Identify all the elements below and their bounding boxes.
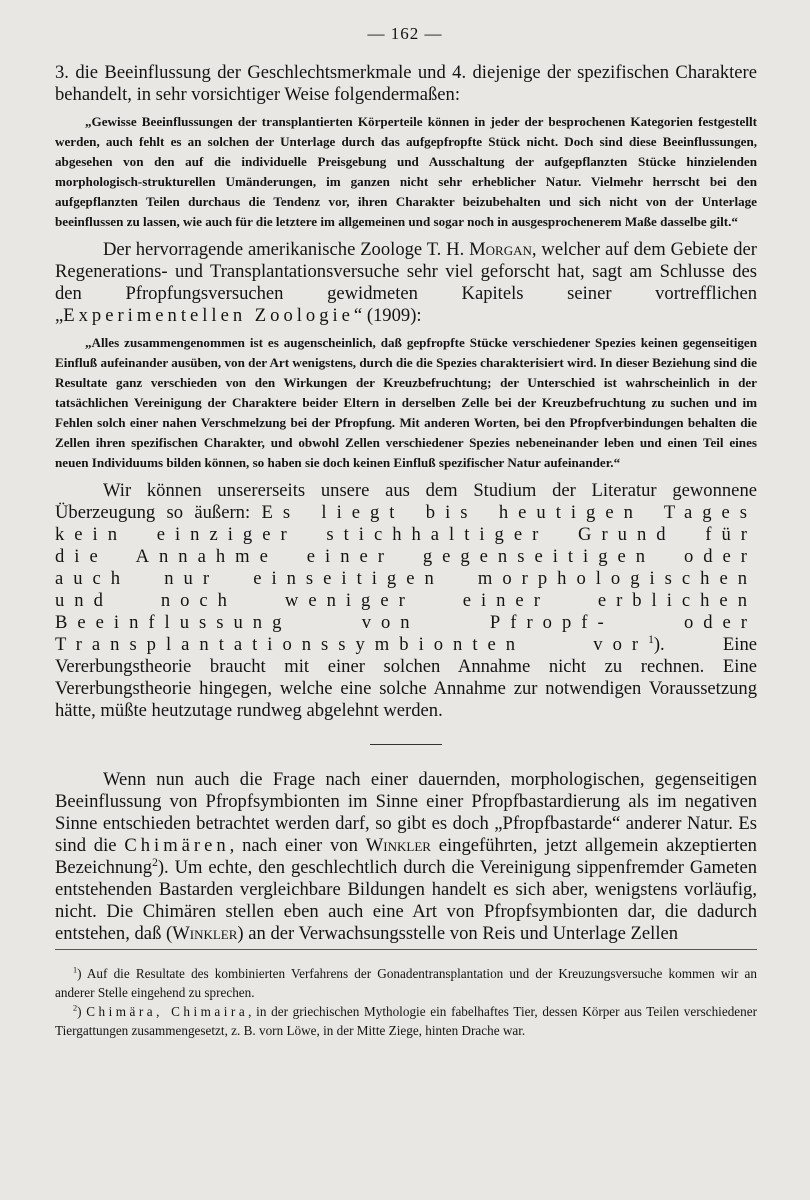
- section-divider: [370, 744, 442, 745]
- footnote-ref-2: 2: [152, 856, 158, 869]
- author-name-morgan: Morgan: [469, 239, 532, 260]
- paragraph-intro: 3. die Beeinflussung der Geschlechtsmerkmale und 4. diejenige der spezifischen Charaktere behandelt, in sehr vorsichtiger Weise folgendermaßen:: [55, 62, 757, 105]
- author-name-winkler: Winkler: [365, 835, 431, 856]
- paragraph-morgan-text-a: Der hervorragende amerikanische Zoologe T. H.: [103, 239, 470, 260]
- footnote-separator: [55, 949, 757, 950]
- quote-block-1: „Gewisse Beeinflussungen der transplantierten Körperteile können in jeder der besprochenen Kategorien festgestellt werden, auch fehlt es an solchen der Unterlage durch das aufgepfropfte Stück nicht. Doch sind diese Beeinflussungen, abgesehen von den auf die individuelle Preisgebung und Ausschaltung der aufgepflanzten Stücke hinzielenden morphologisch-strukturellen Umänderungen, im ganzen nicht sehr erheblicher Natur. Vielmehr herrscht bei den aufgepflanzten Teilen durchaus die Tendenz vor, ihren Charakter beizubehalten und sich nicht von der Unterlage beeinflussen zu lassen, wie auch für die letztere im allgemeinen und sogar noch in ausgesprochenerem Maße dasselbe gilt.“: [55, 114, 757, 229]
- footnotes: [55, 964, 757, 1040]
- emphasized-statement: Es liegt bis heutigen Tages kein einziger stichhaltiger Grund für die Annahme einer gegenseitigen oder auch nur einseitigen morphologischen und noch weniger einer erblichen Beeinflussung von Pfropf- oder Transplantationssymbionten vor: [55, 502, 757, 655]
- paragraph-morgan-text-c: “ (1909):: [353, 305, 422, 326]
- paragraph-chimaeras-text-b: , nach einer von: [229, 835, 366, 856]
- footnote-1-mark: 1: [73, 965, 78, 975]
- paragraph-chimaeras-text-e: ) an der Verwachsungsstelle von Reis und Unterlage Zellen: [237, 923, 679, 944]
- page-body: [55, 62, 757, 1040]
- paragraph-chimaeras: [55, 769, 757, 945]
- term-chimaeren: Chimären: [124, 835, 230, 856]
- quote-block-2: „Alles zusammengenommen ist es augenscheinlich, daß gepfropfte Stücke verschiedener Spezies keinen gegenseitigen Einfluß aufeinander ausüben, von der Art wenigstens, durch die die Spezies charakterisiert wird. In dieser Beziehung sind die Resultate ganz verschieden von den Wirkungen der Kreuzbefruchtung; der Unterschied ist wahrscheinlich in der tatsächlichen Vereinigung der Charaktere beider Eltern in derselben Zelle bei der Kreuzbefruchtung zu suchen und im Fehlen solch einer nahen Verschmelzung bei der Pfropfung. Mit anderen Worten, bei den Pfropfverbindungen behalten die Zellen ihren spezifischen Charakter, und obwohl Zellen verschiedener Spezies nebeneinander leben und einen Teil eines neuen Individuums bilden können, so haben sie doch keinen Einfluß spezifischer Natur aufeinander.“: [55, 335, 757, 470]
- footnote-ref-1: 1: [648, 633, 654, 646]
- footnote-2-mark: 2: [73, 1003, 78, 1013]
- paragraph-conviction-text-a: Wir können unsererseits unsere aus dem Studium der Literatur gewonnene Überzeugung so äußern:: [55, 480, 757, 523]
- footnote-2-text-b: , in der griechischen Mythologie ein fabelhaftes Tier, dessen Körper aus Teilen verschiedener Tiergattungen zusammengesetzt, z. B. vorn Löwe, in der Mitte Ziege, hinten Drache war.: [55, 1004, 757, 1038]
- paragraph-conviction-text-b: ). Eine Vererbungstheorie braucht mit einer solchen Annahme nicht zu rechnen. Eine Vererbungstheorie hingegen, welche eine solche Annahme zur notwendigen Voraussetzung hätte, müßte heutzutage rundweg abgelehnt werden.: [55, 634, 757, 721]
- page-number: — 162 —: [367, 24, 443, 43]
- paragraph-morgan: [55, 239, 757, 327]
- book-title-experimental-zoology: Experimentellen Zoologie: [63, 305, 354, 326]
- paragraph-conviction: [55, 480, 757, 722]
- footnote-2-term: Chimära, Chimaira: [86, 1004, 249, 1019]
- footnote-2-text-a: ): [77, 1004, 87, 1019]
- paragraph-chimaeras-text-d: ). Um echte, den geschlechtlich durch die Vereinigung sippenfremder Gameten entstehenden Bastarden vergleichbare Bildungen handelt es sich aber, wenigstens vorläufig, nicht. Die Chimären stellen eben auch eine Art von Pfropfsymbionten dar, die dadurch entstehen, daß (: [55, 857, 757, 944]
- paragraph-chimaeras-text-c: eingeführten, jetzt allgemein akzeptierten Bezeichnung: [55, 835, 757, 878]
- footnote-1: [55, 964, 757, 1002]
- author-name-winkler-2: Winkler: [172, 923, 238, 944]
- footnote-1-text: ) Auf die Resultate des kombinierten Verfahrens der Gonadentransplantation und der Kreuzungsversuche kommen wir an anderer Stelle eingehend zu sprechen.: [55, 966, 757, 1000]
- paragraph-morgan-text-b: , welcher auf dem Gebiete der Regenerations- und Transplantationsversuche sehr viel geforscht hat, sagt am Schlusse des den Pfropfungsversuchen gewidmeten Kapitels seiner vortrefflichen „: [55, 239, 757, 326]
- paragraph-chimaeras-text-a: Wenn nun auch die Frage nach einer dauernden, morphologischen, gegenseitigen Beeinflussung von Pfropfsymbionten im Sinne einer Pfropfbastardierung als im negativen Sinne entschieden betrachtet werden darf, so gibt es doch „Pfropfbastarde“ anderer Natur. Es sind die: [55, 769, 757, 856]
- footnote-2: [55, 1002, 757, 1040]
